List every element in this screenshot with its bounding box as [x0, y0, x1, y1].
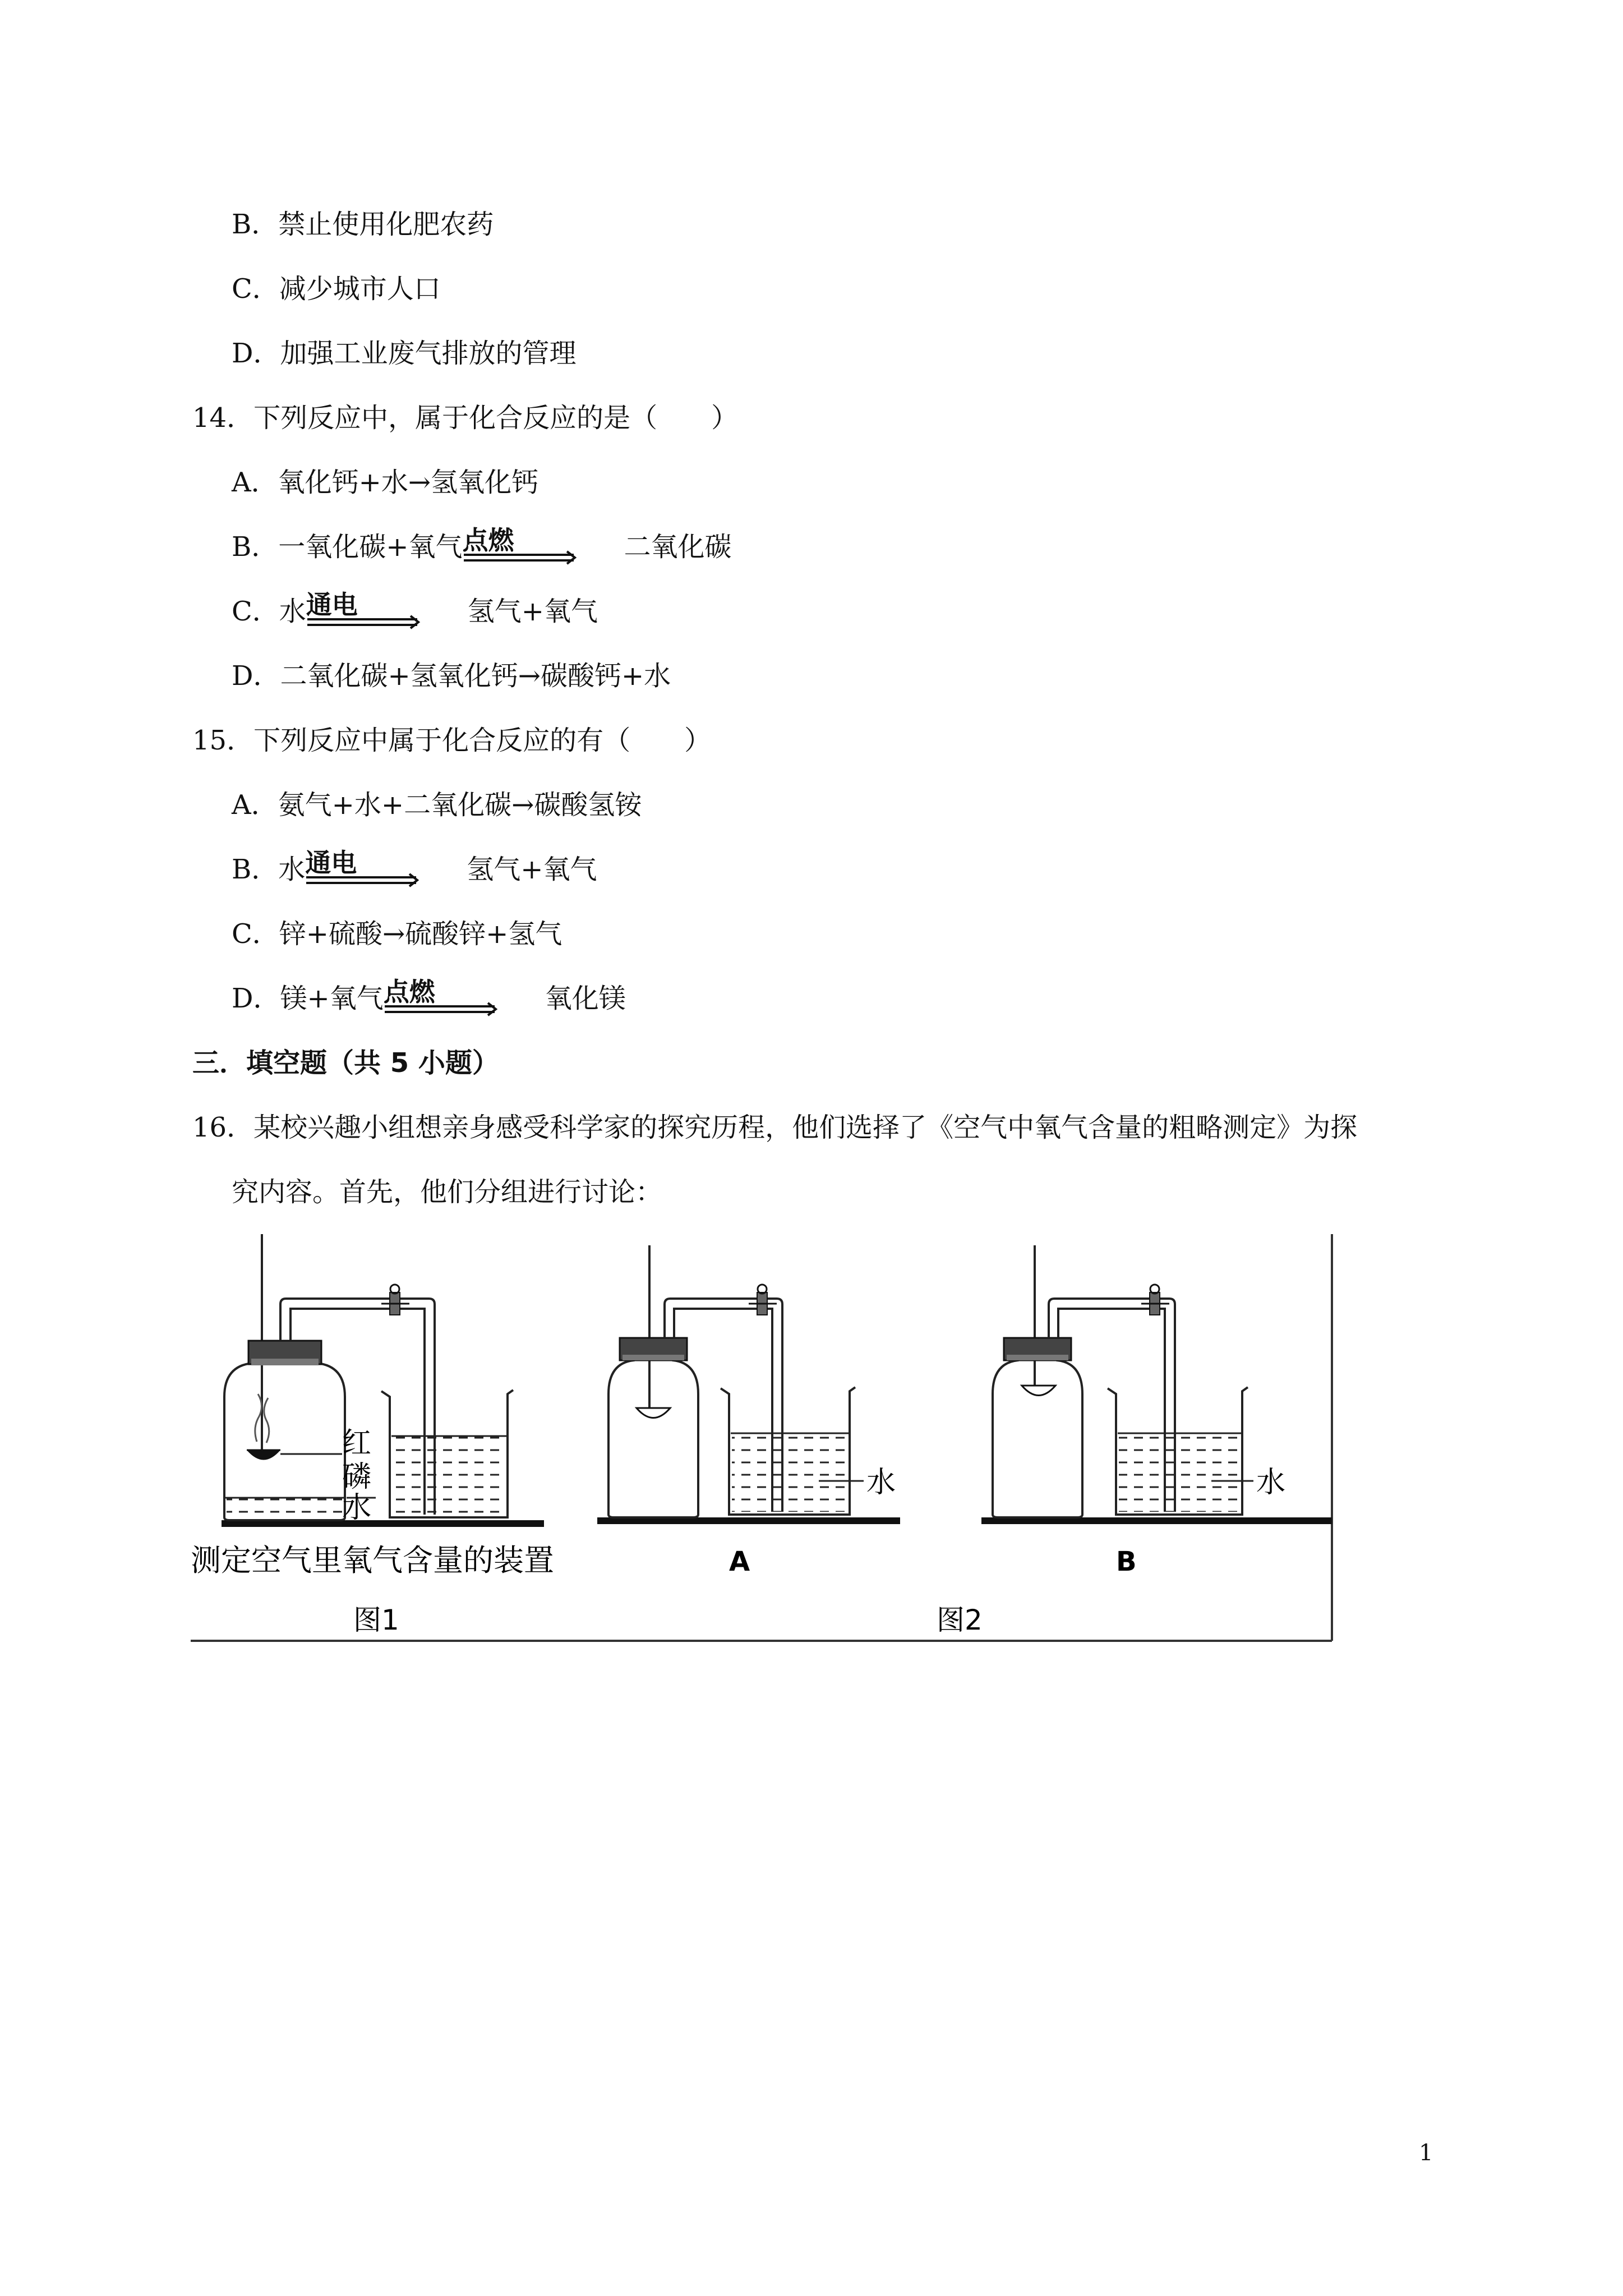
q14-option-c: C．水 通电 氢气+氧气	[232, 595, 598, 628]
label-b: B	[1116, 1546, 1137, 1577]
option-c-line: C．减少城市人口	[232, 273, 441, 305]
figure-2-label: 图2	[937, 1604, 983, 1636]
question-14-stem: 14．下列反应中，属于化合反应的是（ ）	[192, 402, 739, 434]
label-water-2: 水	[866, 1466, 896, 1499]
reaction-condition: 点燃	[384, 982, 501, 1015]
q15-option-c: C．锌+硫酸→硫酸锌+氢气	[232, 918, 562, 950]
q15-option-d: D．镁+氧气 点燃 氧化镁	[232, 982, 626, 1015]
q14-option-b: B．一氧化碳+氧气 点燃 二氧化碳	[232, 530, 732, 564]
reaction-arrow-icon	[305, 873, 420, 887]
reaction-condition: 点燃	[463, 530, 580, 564]
figure-1-label: 图1	[353, 1604, 399, 1636]
reaction-arrow-icon	[306, 615, 421, 629]
section-heading: 三．填空题（共 5 小题）	[192, 1047, 499, 1079]
label-water-3: 水	[1256, 1466, 1286, 1499]
reaction-arrow-icon	[384, 1002, 499, 1016]
label-phosphorus: 磷	[342, 1460, 372, 1494]
question-16-line-1: 16．某校兴趣小组想亲身感受科学家的探究历程，他们选择了《空气中氧气含量的粗略测定》为探	[192, 1112, 1358, 1143]
option-b-line: B．禁止使用化肥农药	[232, 209, 494, 240]
reaction-arrow-icon	[463, 550, 578, 565]
label-water-1: 水	[342, 1491, 372, 1525]
reaction-condition: 通电	[306, 595, 424, 628]
q14-option-d: D．二氧化碳+氢氧化钙→碳酸钙+水	[232, 660, 671, 692]
figure-1-caption: 测定空气里氧气含量的装置	[191, 1543, 554, 1578]
apparatus-figure	[191, 1234, 1335, 1644]
figure-2a-apparatus	[597, 1245, 983, 1636]
q15-option-a: A．氨气+水+二氧化碳→碳酸氢铵	[232, 789, 642, 821]
figure-2b-apparatus	[981, 1245, 1332, 1577]
option-d-line: D．加强工业废气排放的管理	[232, 338, 577, 369]
page-number: 1	[1419, 2140, 1433, 2166]
q15-option-b: B．水 通电 氢气+氧气	[232, 853, 597, 886]
figure-1-apparatus	[191, 1234, 554, 1636]
q14-option-a: A．氧化钙+水→氢氧化钙	[232, 467, 539, 498]
reaction-condition: 通电	[305, 853, 423, 886]
label-red: 红	[342, 1427, 372, 1460]
question-16-line-2: 究内容。首先，他们分组进行讨论：	[232, 1176, 663, 1208]
label-a: A	[729, 1546, 750, 1577]
question-15-stem: 15．下列反应中属于化合反应的有（ ）	[192, 725, 712, 756]
